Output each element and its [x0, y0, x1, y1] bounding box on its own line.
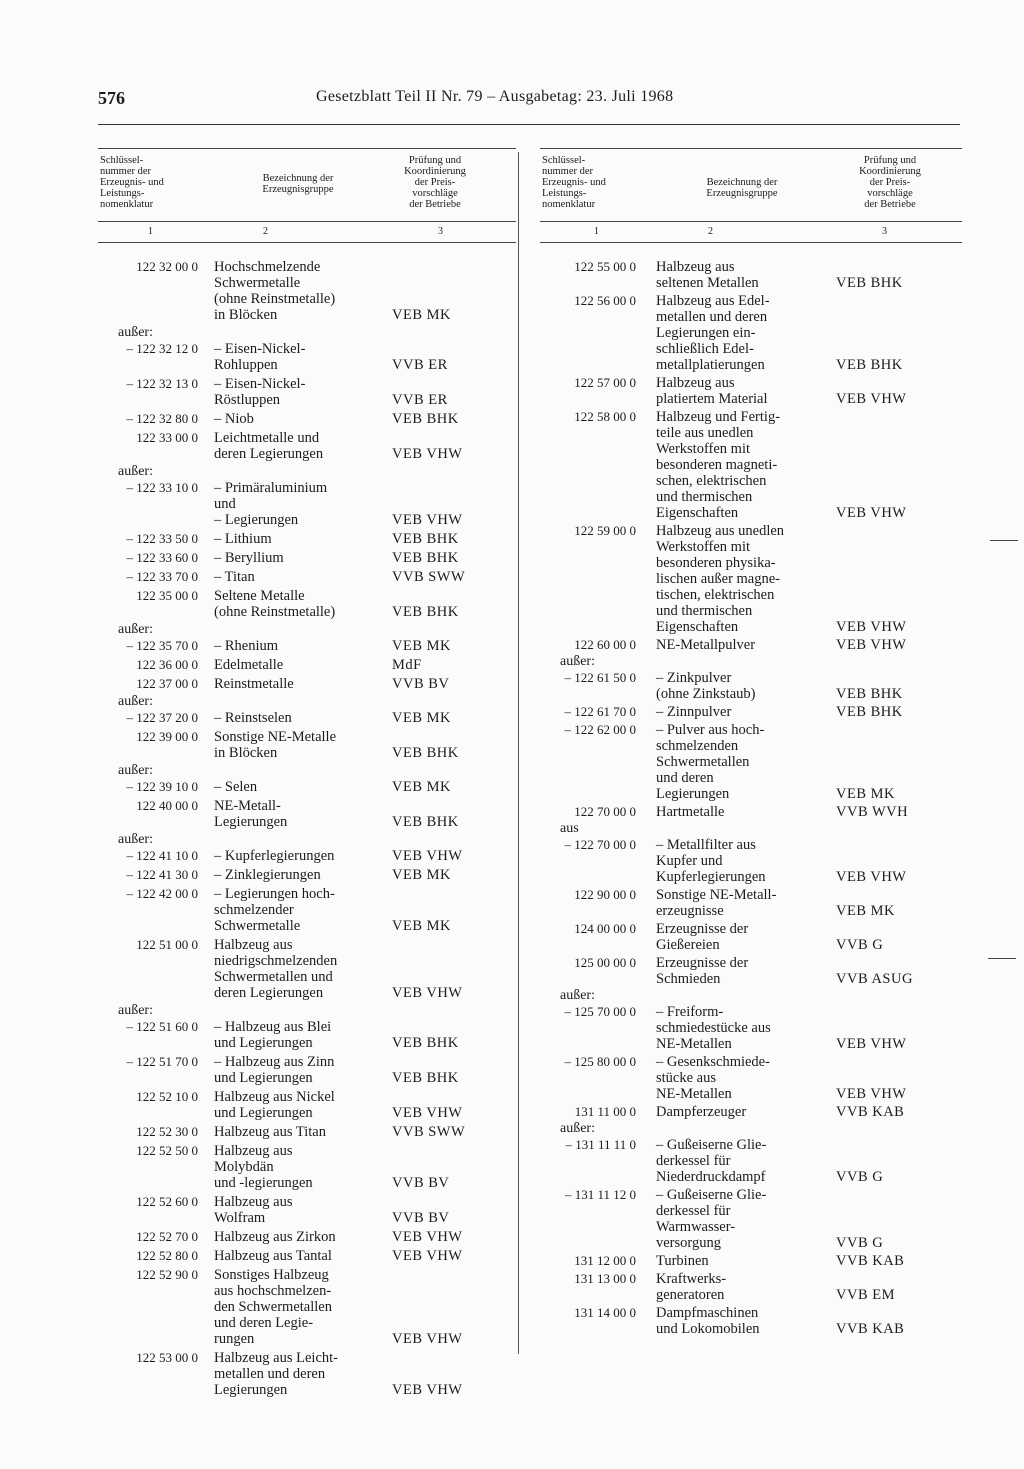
key-number: – 122 41 30 0 — [126, 867, 198, 882]
product-group-name: – Lithium — [214, 531, 272, 547]
product-group-name: Halbzeug aus platiertem Material — [656, 375, 768, 407]
review-authority: VVB ASUG — [836, 971, 913, 987]
review-authority: VEB MK — [392, 307, 451, 323]
review-authority: VEB MK — [392, 779, 451, 795]
page-header — [98, 88, 960, 118]
review-authority: VEB VHW — [836, 505, 907, 521]
key-number: 124 00 00 0 — [574, 921, 636, 936]
product-group-name: Halbzeug aus niedrigschmelzenden Schwermetallen und deren Legierungen — [214, 937, 338, 1001]
product-group-name: Halbzeug aus Zirkon — [214, 1229, 336, 1245]
margin-mark — [990, 540, 1018, 541]
review-authority: VEB BHK — [392, 814, 459, 830]
product-group-name: Hochschmelzende Schwermetalle (ohne Reinstmetalle) in Blöcken — [214, 259, 336, 323]
key-number: 131 12 00 0 — [574, 1253, 636, 1268]
table-row — [540, 921, 962, 953]
header-product-group: Bezeichnung der Erzeugnisgruppe — [706, 177, 778, 199]
table-row — [540, 523, 962, 635]
key-number: 122 58 00 0 — [574, 409, 636, 424]
review-authority: VVB BV — [392, 1210, 450, 1226]
review-authority: VVB ER — [392, 357, 448, 373]
table-row — [98, 1089, 516, 1121]
key-number: – 125 80 00 0 — [564, 1054, 636, 1069]
review-authority: VVB G — [836, 1169, 884, 1185]
product-group-name: – Halbzeug aus Zinn und Legierungen — [214, 1054, 335, 1086]
review-authority: VVB KAB — [836, 1104, 905, 1120]
review-authority: VEB VHW — [836, 1036, 907, 1052]
table-row — [98, 798, 516, 830]
table-row — [540, 1122, 962, 1185]
product-group-name: Edelmetalle — [214, 657, 284, 673]
product-group-name: – Zinkpulver (ohne Zinkstaub) — [656, 670, 756, 702]
table-row — [98, 764, 516, 795]
product-group-name: Erzeugnisse der Schmieden — [656, 955, 749, 987]
key-number: 125 00 00 0 — [574, 955, 636, 970]
key-number: 131 11 00 0 — [574, 1104, 636, 1119]
key-number: 122 70 00 0 — [574, 804, 636, 819]
right-table-body — [540, 259, 962, 1337]
table-row — [540, 1305, 962, 1337]
product-group-name: – Niob — [214, 411, 254, 427]
product-group-name: NE-Metall- Legierungen — [214, 798, 288, 830]
product-group-name: – Kupferlegierungen — [214, 848, 335, 864]
key-number: 122 57 00 0 — [574, 375, 636, 390]
key-number: – 122 33 60 0 — [126, 550, 198, 565]
product-group-name: – Eisen-Nickel- Rohluppen — [214, 341, 306, 373]
table-header — [98, 149, 516, 221]
review-authority: VEB VHW — [392, 1331, 463, 1347]
header-price-review: Prüfung und Koordinierung der Preis- vorschläge der Betriebe — [404, 155, 466, 210]
product-group-name: – Metallfilter aus Kupfer und Kupferlegierungen — [656, 837, 766, 885]
left-table-body — [98, 259, 516, 1398]
table-row — [98, 1143, 516, 1191]
review-authority: VEB VHW — [836, 1086, 907, 1102]
key-number: 122 52 90 0 — [136, 1267, 198, 1282]
review-authority: VVB ER — [392, 392, 448, 408]
product-group-name: – Freiform- schmiedestücke aus NE-Metallen — [656, 1004, 771, 1052]
product-group-name: – Zinnpulver — [656, 704, 732, 720]
header-key-number: Schlüssel- nummer der Erzeugnis- und Leistungs- nomenklatur — [100, 155, 164, 210]
key-number: 122 52 50 0 — [136, 1143, 198, 1158]
review-authority: VEB MK — [392, 710, 451, 726]
table-row — [98, 569, 516, 585]
key-number: – 122 32 12 0 — [126, 341, 198, 356]
key-number: – 122 39 10 0 — [126, 779, 198, 794]
review-authority: VEB VHW — [392, 446, 463, 462]
table-row — [540, 1187, 962, 1251]
table-row — [98, 1350, 516, 1398]
exception-label: außer: — [118, 1003, 153, 1018]
key-number: 122 32 00 0 — [136, 259, 198, 274]
review-authority: VEB BHK — [836, 704, 903, 720]
key-number: 122 60 00 0 — [574, 637, 636, 652]
table-row — [98, 1248, 516, 1264]
product-group-name: Halbzeug aus seltenen Metallen — [656, 259, 759, 291]
key-number: 122 36 00 0 — [136, 657, 198, 672]
table-row — [540, 409, 962, 521]
header-rule — [98, 124, 960, 125]
key-number: – 122 61 50 0 — [564, 670, 636, 685]
table-row — [98, 1054, 516, 1086]
review-authority: VVB G — [836, 1235, 884, 1251]
review-authority: VVB EM — [836, 1287, 895, 1303]
product-group-name: – Gesenkschmiede- stücke aus NE-Metallen — [656, 1054, 770, 1102]
key-number: – 122 33 70 0 — [126, 569, 198, 584]
product-group-name: – Selen — [214, 779, 258, 795]
product-group-name: – Gußeiserne Glie- derkessel für Niederdruckdampf — [656, 1137, 767, 1185]
table-row — [98, 1194, 516, 1226]
table-row — [98, 657, 516, 673]
product-group-name: Leichtmetalle und deren Legierungen — [214, 430, 324, 462]
review-authority: VVB SWW — [392, 1124, 466, 1140]
product-group-name: Halbzeug aus Wolfram — [214, 1194, 293, 1226]
table-row — [98, 867, 516, 883]
review-authority: VEB BHK — [836, 686, 903, 702]
table-row — [98, 1267, 516, 1347]
review-authority: VEB MK — [836, 786, 895, 802]
review-authority: VEB MK — [392, 918, 451, 934]
exception-label: außer: — [118, 325, 153, 340]
column-number: 2 — [708, 226, 713, 237]
table-row — [540, 293, 962, 373]
table-row — [540, 887, 962, 919]
review-authority: VEB BHK — [836, 275, 903, 291]
review-authority: VEB BHK — [392, 745, 459, 761]
key-number: 122 59 00 0 — [574, 523, 636, 538]
table-row — [98, 259, 516, 323]
key-number: 122 37 00 0 — [136, 676, 198, 691]
key-number: – 122 37 20 0 — [126, 710, 198, 725]
review-authority: VEB VHW — [392, 985, 463, 1001]
key-number: 131 14 00 0 — [574, 1305, 636, 1320]
review-authority: VEB BHK — [392, 531, 459, 547]
product-group-name: Sonstige NE-Metalle in Blöcken — [214, 729, 337, 761]
key-number: 122 52 30 0 — [136, 1124, 198, 1139]
table-row — [98, 326, 516, 373]
table-row — [98, 623, 516, 654]
key-number: 122 56 00 0 — [574, 293, 636, 308]
key-number: – 122 41 10 0 — [126, 848, 198, 863]
table-row — [98, 833, 516, 864]
key-number: 122 52 70 0 — [136, 1229, 198, 1244]
review-authority: VVB WVH — [836, 804, 909, 820]
table-row — [98, 676, 516, 692]
exception-label: außer: — [560, 654, 595, 669]
column-number-row — [540, 221, 962, 243]
table-row — [540, 1271, 962, 1303]
table-row — [98, 531, 516, 547]
table-row — [98, 1124, 516, 1140]
table-row — [98, 886, 516, 934]
exception-label: aus — [560, 821, 579, 836]
review-authority: VVB G — [836, 937, 884, 953]
product-group-name: – Zinklegierungen — [214, 867, 321, 883]
table-row — [540, 1253, 962, 1269]
product-group-name: Dampferzeuger — [656, 1104, 747, 1120]
column-number: 3 — [438, 226, 443, 237]
table-row — [98, 1229, 516, 1245]
exception-label: außer: — [118, 464, 153, 479]
table-row — [540, 1104, 962, 1120]
table-row — [98, 465, 516, 528]
table-row — [540, 1054, 962, 1102]
left-table — [98, 148, 516, 1401]
review-authority: VEB VHW — [836, 869, 907, 885]
table-row — [98, 550, 516, 566]
review-authority: VEB MK — [392, 638, 451, 654]
key-number: 122 90 00 0 — [574, 887, 636, 902]
table-row — [540, 375, 962, 407]
key-number: 122 35 00 0 — [136, 588, 198, 603]
review-authority: VEB VHW — [392, 1382, 463, 1398]
key-number: 122 33 00 0 — [136, 430, 198, 445]
key-number: – 122 62 00 0 — [564, 722, 636, 737]
key-number: 122 52 60 0 — [136, 1194, 198, 1209]
table-row — [540, 989, 962, 1052]
review-authority: MdF — [392, 657, 422, 673]
key-number: 122 51 00 0 — [136, 937, 198, 952]
margin-mark — [988, 958, 1016, 959]
review-authority: VEB BHK — [392, 1070, 459, 1086]
product-group-name: – Reinstselen — [214, 710, 292, 726]
table-row — [540, 804, 962, 820]
table-row — [98, 937, 516, 1001]
exception-label: außer: — [560, 1121, 595, 1136]
key-number: – 122 51 70 0 — [126, 1054, 198, 1069]
exception-label: außer: — [560, 988, 595, 1003]
column-divider — [518, 152, 519, 1354]
column-number: 3 — [882, 226, 887, 237]
product-group-name: Halbzeug aus Edel- metallen und deren Legierungen ein- schließlich Edel- metallplatierungen — [656, 293, 770, 373]
key-number: – 122 32 13 0 — [126, 376, 198, 391]
key-number: – 122 33 50 0 — [126, 531, 198, 546]
key-number: 122 55 00 0 — [574, 259, 636, 274]
table-row — [98, 376, 516, 408]
review-authority: VEB VHW — [392, 1248, 463, 1264]
key-number: 122 39 00 0 — [136, 729, 198, 744]
review-authority: VEB BHK — [392, 411, 459, 427]
key-number: 122 52 80 0 — [136, 1248, 198, 1263]
product-group-name: Hartmetalle — [656, 804, 725, 820]
right-table — [540, 148, 962, 1339]
key-number: 122 52 10 0 — [136, 1089, 198, 1104]
key-number: – 122 61 70 0 — [564, 704, 636, 719]
review-authority: VEB VHW — [392, 512, 463, 528]
review-authority: VEB BHK — [836, 357, 903, 373]
product-group-name: – Primäraluminium und – Legierungen — [214, 480, 328, 528]
key-number: – 122 33 10 0 — [126, 480, 198, 495]
product-group-name: NE-Metallpulver — [656, 637, 756, 653]
key-number: 122 53 00 0 — [136, 1350, 198, 1365]
key-number: 131 13 00 0 — [574, 1271, 636, 1286]
page-number: 576 — [98, 88, 125, 108]
table-row — [540, 259, 962, 291]
table-row — [98, 1004, 516, 1051]
product-group-name: Kraftwerks- generatoren — [656, 1271, 727, 1303]
key-number: – 122 70 00 0 — [564, 837, 636, 852]
key-number: – 122 51 60 0 — [126, 1019, 198, 1034]
header-product-group: Bezeichnung der Erzeugnisgruppe — [262, 173, 334, 195]
review-authority: VVB KAB — [836, 1321, 905, 1337]
product-group-name: – Eisen-Nickel- Röstluppen — [214, 376, 306, 408]
exception-label: außer: — [118, 832, 153, 847]
page-title: Gesetzblatt Teil II Nr. 79 – Ausgabetag: 23. Juli 1968 — [316, 88, 674, 105]
product-group-name: Halbzeug und Fertig- teile aus unedlen Werkstoffen mit besonderen magneti- schen, elektrischen und thermischen Eigenschaften — [656, 409, 781, 521]
key-number: 122 40 00 0 — [136, 798, 198, 813]
product-group-name: Halbzeug aus unedlen Werkstoffen mit besonderen physika- lischen außer magne- tischen, elektrischen und thermischen Eigenschaften — [656, 523, 785, 635]
review-authority: VVB BV — [392, 1175, 450, 1191]
table-row — [540, 704, 962, 720]
review-authority: VEB VHW — [836, 637, 907, 653]
table-row — [540, 655, 962, 702]
product-group-name: Erzeugnisse der Gießereien — [656, 921, 749, 953]
table-row — [540, 822, 962, 885]
product-group-name: – Titan — [214, 569, 255, 585]
column-number-row — [98, 221, 516, 243]
product-group-name: Halbzeug aus Titan — [214, 1124, 326, 1140]
key-number: – 131 11 11 0 — [565, 1137, 636, 1152]
review-authority: VEB BHK — [392, 1035, 459, 1051]
key-number: – 125 70 00 0 — [564, 1004, 636, 1019]
review-authority: VVB KAB — [836, 1253, 905, 1269]
product-group-name: Halbzeug aus Tantal — [214, 1248, 332, 1264]
product-group-name: Sonstiges Halbzeug aus hochschmelzen- den Schwermetallen und deren Legie- rungen — [214, 1267, 332, 1347]
table-row — [540, 722, 962, 802]
exception-label: außer: — [118, 694, 153, 709]
product-group-name: Sonstige NE-Metall- erzeugnisse — [656, 887, 777, 919]
review-authority: VEB MK — [392, 867, 451, 883]
review-authority: VEB VHW — [392, 1229, 463, 1245]
product-group-name: – Beryllium — [214, 550, 284, 566]
column-number: 1 — [148, 226, 153, 237]
review-authority: VEB VHW — [836, 619, 907, 635]
product-group-name: Halbzeug aus Nickel und Legierungen — [214, 1089, 335, 1121]
review-authority: VEB BHK — [392, 604, 459, 620]
table-row — [98, 430, 516, 462]
product-group-name: Halbzeug aus Molybdän und -legierungen — [214, 1143, 313, 1191]
header-price-review: Prüfung und Koordinierung der Preis- vorschläge der Betriebe — [859, 155, 921, 210]
table-row — [98, 411, 516, 427]
review-authority: VVB BV — [392, 676, 450, 692]
product-group-name: Halbzeug aus Leicht- metallen und deren Legierungen — [214, 1350, 339, 1398]
review-authority: VVB SWW — [392, 569, 466, 585]
column-number: 1 — [594, 226, 599, 237]
table-row — [540, 637, 962, 653]
review-authority: VEB MK — [836, 903, 895, 919]
header-key-number: Schlüssel- nummer der Erzeugnis- und Leistungs- nomenklatur — [542, 155, 606, 210]
key-number: – 131 11 12 0 — [564, 1187, 636, 1202]
table-row — [98, 588, 516, 620]
review-authority: VEB BHK — [392, 550, 459, 566]
product-group-name: – Rhenium — [214, 638, 279, 654]
table-row — [98, 695, 516, 726]
key-number: – 122 35 70 0 — [126, 638, 198, 653]
exception-label: außer: — [118, 622, 153, 637]
table-row — [98, 729, 516, 761]
product-group-name: – Legierungen hoch- schmelzender Schwermetalle — [214, 886, 335, 934]
product-group-name: – Pulver aus hoch- schmelzenden Schwermetallen und deren Legierungen — [656, 722, 765, 802]
product-group-name: – Halbzeug aus Blei und Legierungen — [214, 1019, 332, 1051]
review-authority: VEB VHW — [392, 848, 463, 864]
review-authority: VEB VHW — [836, 391, 907, 407]
table-header — [540, 149, 962, 221]
product-group-name: Seltene Metalle (ohne Reinstmetalle) — [214, 588, 336, 620]
key-number: – 122 42 00 0 — [126, 886, 198, 901]
product-group-name: – Gußeiserne Glie- derkessel für Warmwasser- versorgung — [656, 1187, 767, 1251]
table-row — [540, 955, 962, 987]
product-group-name: Reinstmetalle — [214, 676, 294, 692]
product-group-name: Dampfmaschinen und Lokomobilen — [656, 1305, 760, 1337]
column-number: 2 — [263, 226, 268, 237]
exception-label: außer: — [118, 763, 153, 778]
key-number: – 122 32 80 0 — [126, 411, 198, 426]
review-authority: VEB VHW — [392, 1105, 463, 1121]
product-group-name: Turbinen — [656, 1253, 709, 1269]
